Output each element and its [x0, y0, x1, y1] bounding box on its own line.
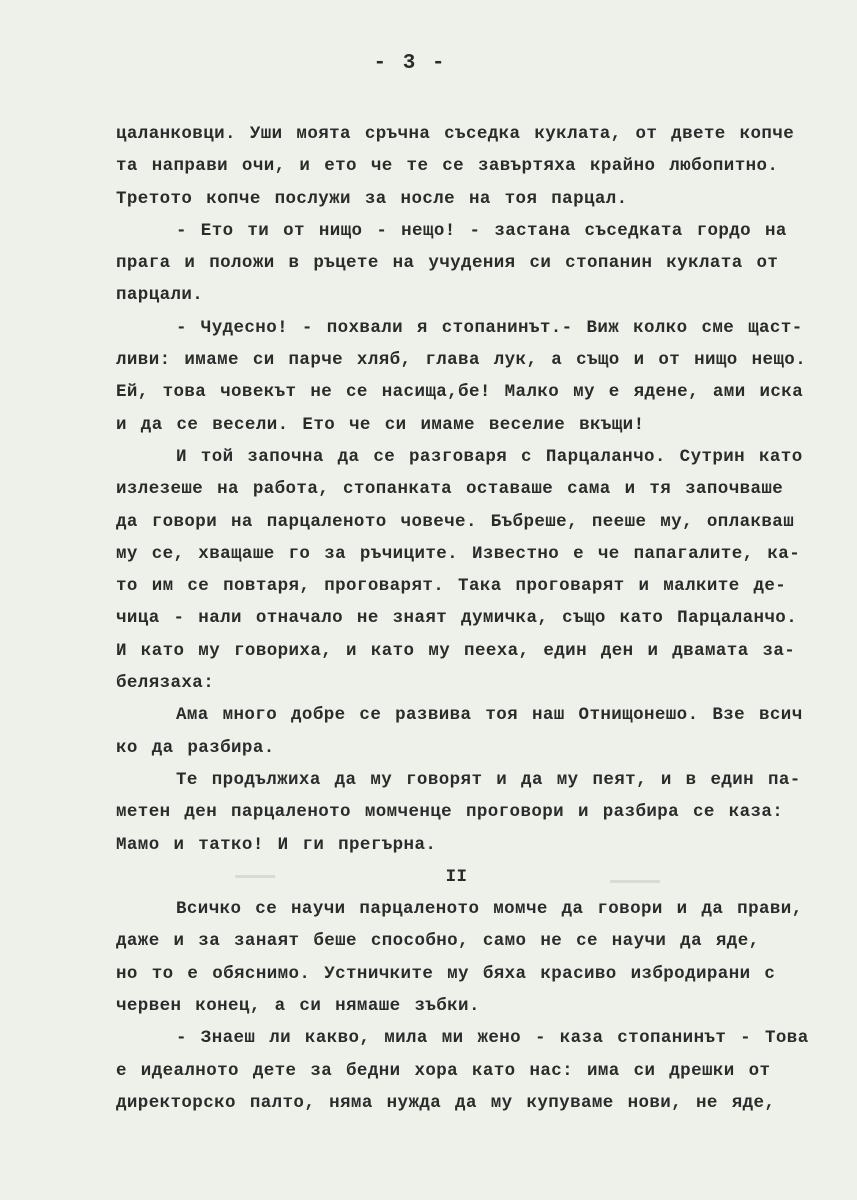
text-line: директорско палто, няма нужда да му купуваме нови, не яде,	[116, 1092, 776, 1113]
text-line: парцали.	[116, 285, 204, 306]
section-heading: II	[445, 866, 468, 887]
text-line: червен конец, а си нямаше зъбки.	[116, 996, 480, 1017]
text-line: му се, хващаше го за ръчиците. Известно е че папагалите, ка-	[116, 543, 801, 564]
ink-smudge	[235, 875, 275, 878]
text-line: И като му говориха, и като му пееха, един ден и двамата за-	[116, 640, 796, 661]
text-line: И той започна да се разговаря с Парцаланчо. Сутрин като	[176, 446, 803, 467]
text-line: да говори на парцаленото човече. Бъбреше, пееше му, оплакваш	[116, 511, 795, 532]
text-line: - Чудесно! - похвали я стопанинът.- Виж колко сме щаст-	[176, 317, 803, 338]
text-line: излезеше на работа, стопанката оставаше сама и тя започваше	[116, 479, 784, 500]
text-line: прага и положи в ръцете на учудения си стопанин куклата от	[116, 253, 779, 274]
text-line: то им се повтаря, проговарят. Така проговарят и малките де-	[116, 576, 787, 597]
text-line: даже и за занаят беше способно, само не се научи да яде,	[116, 931, 760, 952]
text-line: Всичко се научи парцаленото момче да говори и да прави,	[176, 899, 803, 920]
text-line: та направи очи, и ето че те се завъртяха крайно любопитно.	[116, 156, 779, 177]
text-line: цаланковци. Уши моята сръчна съседка куклата, от двете копче	[116, 124, 795, 144]
text-line: и да се весели. Ето че си имаме веселие вкъщи!	[116, 414, 645, 435]
text-line: чица - нали отначало не знаят думичка, също като Парцаланчо.	[116, 608, 798, 629]
text-line: Те продължиха да му говорят и да му пеят, и в един па-	[176, 769, 801, 790]
text-line: - Ето ти от нищо - нещо! - застана съседката гордо на	[176, 220, 787, 241]
text-line: - Знаеш ли какво, мила ми жено - каза стопанинът - Това	[176, 1028, 809, 1049]
text-line: Третото копче послужи за носле на тоя парцал.	[116, 188, 628, 209]
page-number: - 3 -	[373, 52, 447, 75]
text-line: белязаха:	[116, 673, 215, 694]
text-line: е идеалното дете за бедни хора като нас: има си дрешки от	[116, 1060, 771, 1081]
ink-smudge	[610, 880, 660, 883]
document-body	[116, 118, 857, 1119]
text-line: ливи: имаме си парче хляб, глава лук, а също и от нищо нещо.	[116, 350, 807, 371]
text-line: метен ден парцаленото момченце проговори и разбира се каза:	[116, 802, 784, 823]
text-line: но то е обяснимо. Устничките му бяха красиво избродирани с	[116, 963, 776, 984]
text-line: ко да разбира.	[116, 737, 275, 758]
text-line: Мамо и татко! И ги прегърна.	[116, 834, 437, 855]
text-line: Ей, това човекът не се насища,бе! Малко му е ядене, ами иска	[116, 382, 804, 403]
text-line: Ама много добре се развива тоя наш Отнищонешо. Взе всич	[176, 705, 803, 726]
